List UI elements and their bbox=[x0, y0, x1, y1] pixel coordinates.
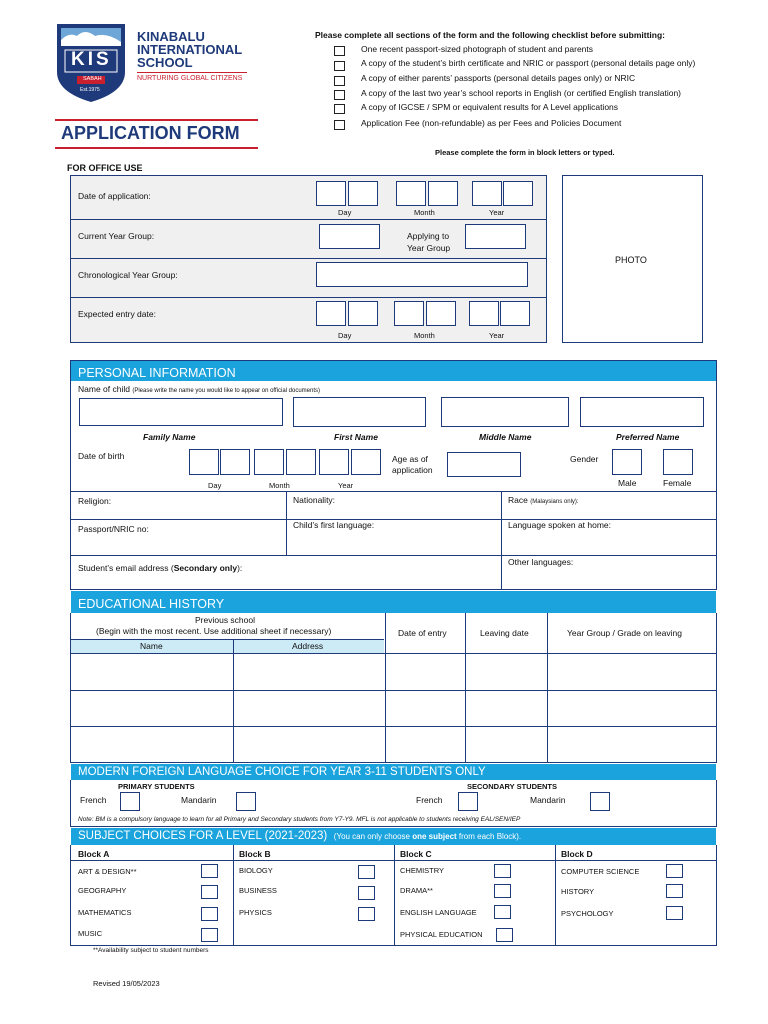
label-secondary-mandarin: Mandarin bbox=[530, 795, 566, 805]
label-first-name: First Name bbox=[334, 432, 378, 442]
subject-checkbox[interactable] bbox=[201, 928, 218, 942]
label-race bbox=[508, 495, 579, 505]
label-current-year-group: Current Year Group: bbox=[78, 231, 155, 241]
school-tagline: NURTURING GLOBAL CITIZENS bbox=[137, 75, 243, 82]
label-middle-name: Middle Name bbox=[479, 432, 532, 442]
label-expected-entry: Expected entry date: bbox=[78, 309, 156, 319]
checklist-checkbox[interactable] bbox=[334, 90, 345, 100]
block-d-title: Block D bbox=[561, 849, 593, 859]
subject-checkbox[interactable] bbox=[358, 865, 375, 879]
grid-line bbox=[70, 519, 717, 520]
race-note: (Malaysians only): bbox=[530, 499, 579, 505]
grid-line bbox=[70, 860, 717, 861]
label-home-language: Language spoken at home: bbox=[508, 520, 612, 530]
entry-day-label: Day bbox=[338, 331, 352, 340]
email-bold: Secondary only bbox=[173, 563, 238, 573]
entry-day-2[interactable] bbox=[348, 301, 378, 326]
label-primary-mandarin: Mandarin bbox=[181, 795, 217, 805]
app-year-label: Year bbox=[489, 208, 505, 217]
label-religion: Religion: bbox=[78, 496, 112, 506]
entry-month-1[interactable] bbox=[394, 301, 424, 326]
grid-line bbox=[286, 491, 287, 555]
first-name-field[interactable] bbox=[293, 397, 426, 427]
education-header: EDUCATIONAL HISTORY bbox=[71, 591, 716, 613]
applying-year-group-field[interactable] bbox=[465, 224, 526, 249]
checklist-item: A copy of the last two year’s school reports in English (or certified English translation) bbox=[361, 88, 682, 98]
checklist-checkbox[interactable] bbox=[334, 76, 345, 86]
label-prev-school: Previous school bbox=[195, 615, 256, 625]
entry-year-1[interactable] bbox=[469, 301, 499, 326]
subject-art-design: ART & DESIGN** bbox=[78, 867, 137, 876]
checklist-checkbox[interactable] bbox=[334, 46, 345, 56]
app-month-label: Month bbox=[414, 208, 435, 217]
subject-checkbox[interactable] bbox=[358, 907, 375, 921]
block-letters-note: Please complete the form in block letters or typed. bbox=[435, 148, 615, 157]
label-primary-french: French bbox=[80, 795, 107, 805]
subjects-title: SUBJECT CHOICES FOR A LEVEL (2021-2023) bbox=[78, 830, 328, 842]
label-date-of-application: Date of application: bbox=[78, 191, 151, 201]
logo-state: SABAH bbox=[83, 76, 102, 82]
family-name-field[interactable] bbox=[79, 398, 283, 426]
logo-est: Est.1975 bbox=[80, 87, 100, 93]
logo-letters: KIS bbox=[71, 49, 112, 70]
checklist-checkbox[interactable] bbox=[334, 104, 345, 114]
subject-checkbox[interactable] bbox=[358, 886, 375, 900]
label-male: Male bbox=[618, 478, 637, 488]
preferred-name-field[interactable] bbox=[580, 397, 704, 427]
dob-year-label: Year bbox=[338, 481, 354, 490]
subjects-footnote: **Availability subject to student numbers bbox=[93, 947, 209, 954]
current-year-group-field[interactable] bbox=[319, 224, 380, 249]
office-heading: FOR OFFICE USE bbox=[67, 163, 143, 173]
primary-french-box[interactable] bbox=[120, 792, 140, 811]
edu-row-2[interactable] bbox=[71, 691, 716, 725]
subject-checkbox[interactable] bbox=[201, 907, 218, 921]
photo-label: PHOTO bbox=[615, 255, 647, 265]
name-address-subheader bbox=[71, 639, 384, 653]
label-age-as-of: Age as of bbox=[392, 454, 428, 464]
label-primary-students: PRIMARY STUDENTS bbox=[118, 782, 195, 791]
subject-psychology: PSYCHOLOGY bbox=[561, 909, 614, 918]
dob-month-2[interactable] bbox=[286, 449, 316, 475]
label-date-entry: Date of entry bbox=[398, 628, 447, 638]
school-name-line2: INTERNATIONAL bbox=[137, 42, 243, 57]
label-passport: Passport/NRIC no: bbox=[78, 524, 149, 534]
entry-month-label: Month bbox=[414, 331, 435, 340]
dob-day-label: Day bbox=[208, 481, 222, 490]
subjects-header bbox=[71, 828, 716, 845]
subject-english-language: ENGLISH LANGUAGE bbox=[400, 908, 477, 917]
label-chronological: Chronological Year Group: bbox=[78, 270, 178, 280]
checklist-checkbox[interactable] bbox=[334, 61, 345, 71]
dob-day-1[interactable] bbox=[189, 449, 219, 475]
subject-physical-education: PHYSICAL EDUCATION bbox=[400, 930, 483, 939]
label-first-language: Child’s first language: bbox=[293, 520, 375, 530]
mfl-header: MODERN FOREIGN LANGUAGE CHOICE FOR YEAR 3-11 STUDENTS ONLY bbox=[71, 764, 716, 780]
subject-checkbox[interactable] bbox=[201, 864, 218, 878]
checklist-item: A copy of the student’s birth certificate and NRIC or passport (personal details page only) bbox=[361, 58, 696, 68]
subject-chemistry: CHEMISTRY bbox=[400, 866, 445, 875]
block-a-title: Block A bbox=[78, 849, 110, 859]
subject-checkbox[interactable] bbox=[494, 864, 511, 878]
subject-checkbox[interactable] bbox=[494, 905, 511, 919]
age-field[interactable] bbox=[447, 452, 521, 477]
label-email bbox=[78, 563, 242, 573]
subject-physics: PHYSICS bbox=[239, 908, 272, 917]
subject-drama: DRAMA** bbox=[400, 886, 433, 895]
primary-mandarin-box[interactable] bbox=[236, 792, 256, 811]
app-day-1[interactable] bbox=[316, 181, 346, 206]
label-prev-note: (Begin with the most recent. Use additional sheet if necessary) bbox=[96, 626, 332, 636]
label-application: application bbox=[392, 465, 433, 475]
label-female: Female bbox=[663, 478, 692, 488]
label-gender: Gender bbox=[570, 454, 599, 464]
school-name-line3: SCHOOL bbox=[137, 55, 193, 70]
gender-female-box[interactable] bbox=[663, 449, 693, 475]
block-b-title: Block B bbox=[239, 849, 271, 859]
mfl-note: Note: BM is a compulsory language to learn for all Primary and Secondary students from Y7-Y9. MFL is not applicable to students receiving EAL/SEN/IEP bbox=[78, 816, 521, 823]
dob-month-label: Month bbox=[269, 481, 290, 490]
subject-computer-science: COMPUTER SCIENCE bbox=[561, 867, 640, 876]
app-month-1[interactable] bbox=[396, 181, 426, 206]
label-applying-to: Applying to bbox=[407, 231, 450, 241]
tagline-divider bbox=[137, 72, 247, 73]
subject-business: BUSINESS bbox=[239, 886, 277, 895]
edu-row-1[interactable] bbox=[71, 654, 716, 689]
subject-checkbox[interactable] bbox=[496, 928, 513, 942]
subject-biology: BIOLOGY bbox=[239, 866, 273, 875]
app-month-2[interactable] bbox=[428, 181, 458, 206]
subject-checkbox[interactable] bbox=[494, 884, 511, 898]
personal-header: PERSONAL INFORMATION bbox=[71, 361, 716, 381]
form-title: APPLICATION FORM bbox=[61, 123, 240, 143]
revised-date: Revised 19/05/2023 bbox=[93, 979, 160, 988]
checklist-item: One recent passport-sized photograph of student and parents bbox=[361, 44, 594, 54]
subject-geography: GEOGRAPHY bbox=[78, 886, 127, 895]
label-family-name: Family Name bbox=[143, 432, 196, 442]
dob-year-2[interactable] bbox=[351, 449, 381, 475]
app-year-1[interactable] bbox=[472, 181, 502, 206]
label-edu-address: Address bbox=[292, 641, 324, 651]
grid-line bbox=[70, 555, 717, 556]
email-post: ): bbox=[237, 563, 243, 573]
label-leaving-date: Leaving date bbox=[480, 628, 529, 638]
checklist-item: A copy of IGCSE / SPM or equivalent results for A Level applications bbox=[361, 102, 619, 112]
subjects-note: (You can only choose one subject from each Block). bbox=[333, 832, 522, 841]
subject-checkbox[interactable] bbox=[666, 906, 683, 920]
title-rule-bottom bbox=[55, 147, 258, 149]
app-year-2[interactable] bbox=[503, 181, 533, 206]
subject-mathematics: MATHEMATICS bbox=[78, 908, 132, 917]
label-name-of-child bbox=[78, 384, 320, 394]
subject-checkbox[interactable] bbox=[666, 884, 683, 898]
grid-line bbox=[501, 491, 502, 590]
label-year-group: Year Group bbox=[407, 243, 451, 253]
school-name-line1: KINABALU bbox=[137, 29, 205, 44]
secondary-mandarin-box[interactable] bbox=[590, 792, 610, 811]
race-text: Race bbox=[508, 495, 528, 505]
entry-year-label: Year bbox=[489, 331, 505, 340]
app-day-2[interactable] bbox=[348, 181, 378, 206]
dob-year-1[interactable] bbox=[319, 449, 349, 475]
edu-row-3[interactable] bbox=[71, 727, 716, 762]
block-c-title: Block C bbox=[400, 849, 432, 859]
label-grade-leaving: Year Group / Grade on leaving bbox=[567, 628, 682, 638]
school-logo bbox=[55, 22, 127, 104]
label-other-languages: Other languages: bbox=[508, 557, 574, 567]
secondary-french-box[interactable] bbox=[458, 792, 478, 811]
dob-day-2[interactable] bbox=[220, 449, 250, 475]
grid-line bbox=[71, 639, 384, 640]
middle-name-field[interactable] bbox=[441, 397, 569, 427]
app-day-label: Day bbox=[338, 208, 352, 217]
checklist-item: A copy of either parents’ passports (personal details pages only) or NRIC bbox=[361, 73, 636, 83]
checklist-checkbox[interactable] bbox=[334, 120, 345, 130]
grid-line bbox=[70, 491, 717, 492]
subject-history: HISTORY bbox=[561, 887, 595, 896]
name-of-child-note: (Please write the name you would like to appear on official documents) bbox=[132, 388, 321, 394]
chronological-year-group-field[interactable] bbox=[316, 262, 528, 287]
subject-music: MUSIC bbox=[78, 929, 103, 938]
label-secondary-students: SECONDARY STUDENTS bbox=[467, 782, 558, 791]
email-pre: Student’s email address ( bbox=[78, 563, 174, 573]
name-of-child-text: Name of child bbox=[78, 384, 130, 394]
checklist-intro: Please complete all sections of the form and the following checklist before submitting: bbox=[315, 30, 665, 40]
label-preferred-name: Preferred Name bbox=[616, 432, 680, 442]
subject-checkbox[interactable] bbox=[201, 885, 218, 899]
entry-year-2[interactable] bbox=[500, 301, 530, 326]
dob-month-1[interactable] bbox=[254, 449, 284, 475]
label-secondary-french: French bbox=[416, 795, 443, 805]
label-edu-name: Name bbox=[140, 641, 163, 651]
subject-checkbox[interactable] bbox=[666, 864, 683, 878]
entry-day-1[interactable] bbox=[316, 301, 346, 326]
checklist-item: Application Fee (non-refundable) as per Fees and Policies Document bbox=[361, 118, 622, 128]
gender-male-box[interactable] bbox=[612, 449, 642, 475]
title-rule-top bbox=[55, 119, 258, 121]
label-nationality: Nationality: bbox=[293, 495, 336, 505]
label-dob: Date of birth bbox=[78, 451, 125, 461]
entry-month-2[interactable] bbox=[426, 301, 456, 326]
